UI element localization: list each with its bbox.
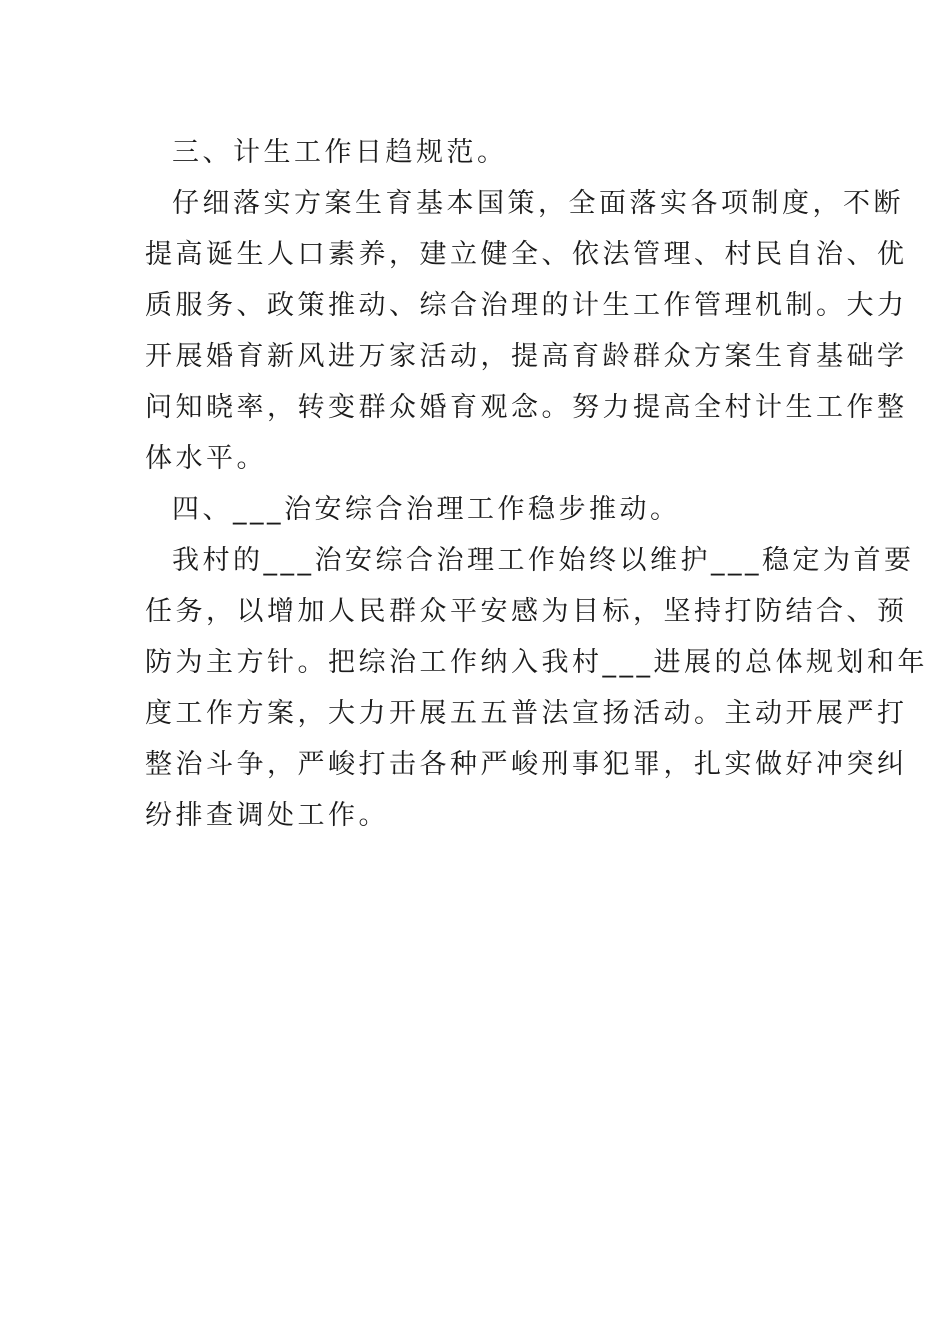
section-4-paragraph-line: 整治斗争，严峻打击各种严峻刑事犯罪，扎实做好冲突纠 bbox=[145, 749, 908, 780]
section-4-paragraph-line: 度工作方案，大力开展五五普法宣扬活动。主动开展严打 bbox=[145, 698, 908, 729]
section-4-paragraph-line: 纷排查调处工作。 bbox=[145, 800, 389, 831]
section-3-paragraph-line: 开展婚育新风进万家活动，提高育龄群众方案生育基础学 bbox=[145, 341, 908, 372]
section-4-heading: 四、___治安综合治理工作稳步推动。 bbox=[172, 494, 681, 525]
section-4-paragraph-line: 防为主方针。把综治工作纳入我村___进展的总体规划和年 bbox=[145, 647, 928, 678]
section-4-paragraph-line: 任务，以增加人民群众平安感为目标，坚持打防结合、预 bbox=[145, 596, 908, 627]
section-3-paragraph-line: 提高诞生人口素养，建立健全、依法管理、村民自治、优 bbox=[145, 239, 908, 270]
section-3-paragraph-line: 问知晓率，转变群众婚育观念。努力提高全村计生工作整 bbox=[145, 392, 908, 423]
section-3-paragraph-line: 体水平。 bbox=[145, 443, 267, 474]
section-4-paragraph-line: 我村的___治安综合治理工作始终以维护___稳定为首要 bbox=[172, 545, 915, 576]
document-body bbox=[145, 127, 928, 841]
section-3-heading: 三、计生工作日趋规范。 bbox=[172, 137, 508, 168]
section-3-paragraph-line: 仔细落实方案生育基本国策，全面落实各项制度，不断 bbox=[172, 188, 904, 219]
section-3-paragraph-line: 质服务、政策推动、综合治理的计生工作管理机制。大力 bbox=[145, 290, 908, 321]
